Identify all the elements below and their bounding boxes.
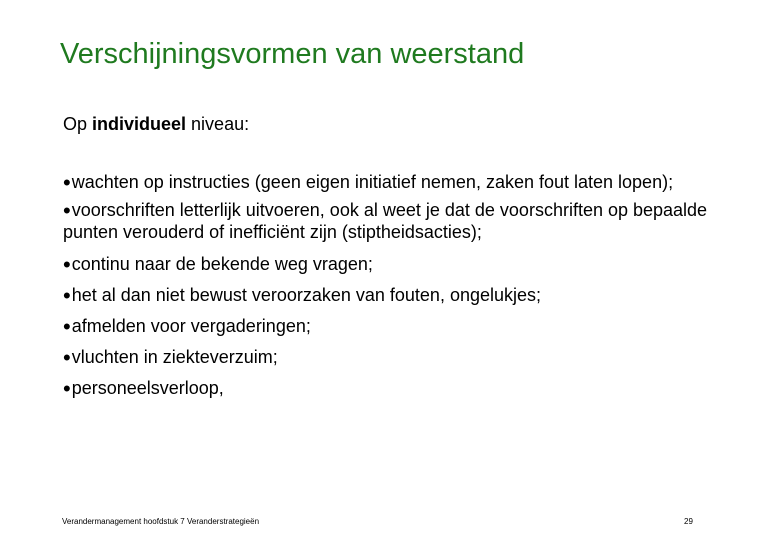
bullet-text: het al dan niet bewust veroorzaken van fouten, ongelukjes; xyxy=(71,285,542,305)
bullet-item xyxy=(63,372,713,403)
bullet-item xyxy=(63,248,713,279)
bullet-dot-icon: • xyxy=(63,252,71,277)
bullet-dot-icon: • xyxy=(63,345,71,370)
bullet-item xyxy=(63,170,713,193)
bullet-dot-icon: • xyxy=(63,198,71,223)
bullet-text: continu naar de bekende weg vragen; xyxy=(71,254,373,274)
bullet-text: afmelden voor vergaderingen; xyxy=(71,316,311,336)
bullet-dot-icon: • xyxy=(63,314,71,339)
bullet-list xyxy=(63,170,713,403)
bullet-item xyxy=(63,341,713,372)
bullet-dot-icon: • xyxy=(63,283,71,308)
intro-suffix: niveau: xyxy=(186,114,250,134)
bullet-text: vluchten in ziekteverzuim; xyxy=(71,347,278,367)
intro-line xyxy=(63,114,249,135)
intro-emphasis: individueel xyxy=(92,114,187,134)
bullet-dot-icon: • xyxy=(63,170,71,195)
bullet-text: wachten op instructies (geen eigen initiatief nemen, zaken fout laten lopen); xyxy=(71,172,674,192)
page-number: 29 xyxy=(684,517,693,526)
bullet-item xyxy=(63,279,713,310)
bullet-text: voorschriften letterlijk uitvoeren, ook al weet je dat de voorschriften op bepaalde punten verouderd of inefficiënt zijn (stiptheidsacties); xyxy=(63,200,708,242)
bullet-text: personeelsverloop, xyxy=(71,378,224,398)
bullet-item xyxy=(63,198,713,243)
bullet-dot-icon: • xyxy=(63,376,71,401)
slide-title: Verschijningsvormen van weerstand xyxy=(60,38,525,70)
bullet-item xyxy=(63,310,713,341)
intro-prefix: Op xyxy=(63,114,93,134)
footer-caption: Verandermanagement hoofdstuk 7 Veranderstrategieën xyxy=(62,517,260,526)
